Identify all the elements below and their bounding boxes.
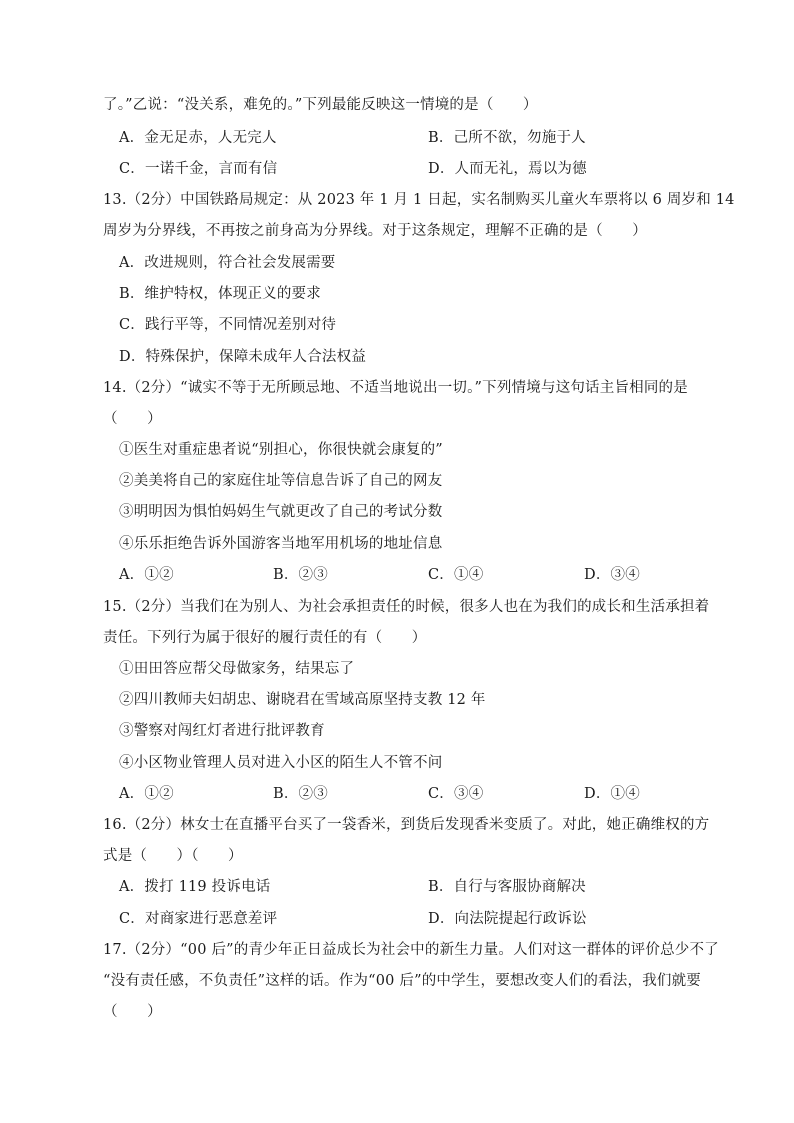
q13-stem-line2: 周岁为分界线，不再按之前身高为分界线。对于这条规定，理解不正确的是（ ） bbox=[103, 223, 647, 239]
q15-item-4: ④小区物业管理人员对进入小区的陌生人不管不问 bbox=[119, 755, 443, 771]
q16-option-b: B．自行与客服协商解决 bbox=[428, 879, 586, 895]
q15-item-1: ①田田答应帮父母做家务，结果忘了 bbox=[119, 661, 355, 677]
q15-stem-line1: 15.（2分）当我们在为别人、为社会承担责任的时候，很多人也在为我们的成长和生活承担着 bbox=[103, 599, 710, 615]
q15-option-d: D．①④ bbox=[584, 786, 640, 802]
q13-option-b: B．维护特权，体现正义的要求 bbox=[119, 286, 321, 302]
q16-option-d: D．向法院提起行政诉讼 bbox=[428, 911, 587, 927]
q14-option-a: A．①② bbox=[119, 567, 174, 583]
q12-option-c: C．一诺千金，言而有信 bbox=[119, 161, 278, 177]
q14-item-2: ②美美将自己的家庭住址等信息告诉了自己的网友 bbox=[119, 473, 443, 489]
q15-item-2: ②四川教师夫妇胡忠、谢晓君在雪域高原坚持支教 12 年 bbox=[119, 692, 486, 708]
q14-option-b: B．②③ bbox=[273, 567, 328, 583]
q16-option-a: A．拨打 119 投诉电话 bbox=[119, 879, 271, 895]
q12-option-d: D．人而无礼，焉以为德 bbox=[428, 161, 587, 177]
q16-stem-line2: 式是（ ）（ ） bbox=[103, 848, 243, 864]
q17-stem-line3: （ ） bbox=[103, 1004, 162, 1020]
q13-option-d: D．特殊保护，保障未成年人合法权益 bbox=[119, 349, 367, 365]
q15-option-b: B．②③ bbox=[273, 786, 328, 802]
q14-stem-line1: 14.（2分）“诚实不等于无所顾忌地、不适当地说出一切。”下列情境与这句话主旨相同的是 bbox=[103, 380, 688, 396]
q12-stem-tail: 了。”乙说：“没关系，难免的。”下列最能反映这一情境的是（ ） bbox=[103, 97, 538, 113]
q13-stem-line1: 13.（2分）中国铁路局规定：从 2023 年 1 月 1 日起，实名制购买儿童火车票将以 6 周岁和 14 bbox=[103, 192, 735, 208]
q14-item-3: ③明明因为惧怕妈妈生气就更改了自己的考试分数 bbox=[119, 504, 443, 520]
q15-item-3: ③警察对闯红灯者进行批评教育 bbox=[119, 723, 325, 739]
q12-option-b: B．己所不欲，勿施于人 bbox=[428, 130, 586, 146]
q13-option-a: A．改进规则，符合社会发展需要 bbox=[119, 255, 336, 271]
q12-option-a: A．金无足赤，人无完人 bbox=[119, 130, 277, 146]
q14-item-4: ④乐乐拒绝告诉外国游客当地军用机场的地址信息 bbox=[119, 536, 443, 552]
q17-stem-line2: “没有责任感，不负责任”这样的话。作为“00 后”的中学生，要想改变人们的看法，我们就要 bbox=[103, 973, 702, 989]
q16-stem-line1: 16.（2分）林女士在直播平台买了一袋香米，到货后发现香米变质了。对此，她正确维权的方 bbox=[103, 817, 710, 833]
q13-option-c: C．践行平等，不同情况差别对待 bbox=[119, 317, 337, 333]
q14-option-d: D．③④ bbox=[584, 567, 640, 583]
q14-option-c: C．①④ bbox=[428, 567, 484, 583]
q14-stem-line2: （ ） bbox=[103, 411, 162, 427]
q15-option-c: C．③④ bbox=[428, 786, 484, 802]
q17-stem-line1: 17.（2分）“00 后”的青少年正日益成长为社会中的新生力量。人们对这一群体的评价总少不了 bbox=[103, 942, 719, 958]
q14-item-1: ①医生对重症患者说“别担心，你很快就会康复的” bbox=[119, 442, 443, 458]
q16-option-c: C．对商家进行恶意差评 bbox=[119, 911, 278, 927]
q15-stem-line2: 责任。下列行为属于很好的履行责任的有（ ） bbox=[103, 630, 427, 646]
q15-option-a: A．①② bbox=[119, 786, 174, 802]
